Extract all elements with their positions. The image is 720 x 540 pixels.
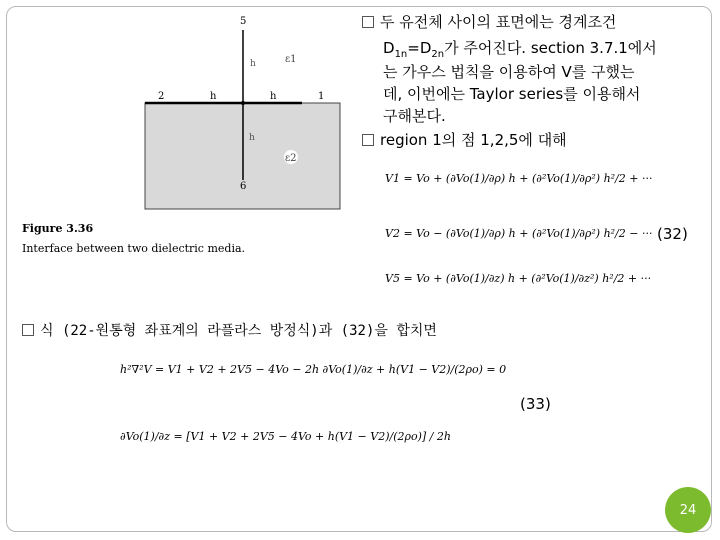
epsilon-1: ε1	[285, 54, 297, 65]
bullet-1-line-2-text: 가 주어진다. section 3.7.1에서	[444, 39, 657, 57]
equation-label-32: (32)	[657, 225, 688, 243]
bullet-3-text: 식 (22-원통형 좌표계의 라플라스 방정식)과 (32)을 합치면	[40, 323, 437, 339]
label-h-top: h	[250, 59, 256, 69]
label-h-right: h	[270, 91, 277, 102]
d-sub-1n: 1n	[394, 49, 408, 60]
bullet-1-line-5: 구해본다.	[383, 107, 446, 125]
epsilon-2: ε2	[285, 153, 297, 164]
bullet-1-line-3: 는 가우스 법칙을 이용하여 V를 구했는	[383, 63, 635, 81]
bullet-1	[362, 12, 616, 32]
page-number-badge	[665, 487, 711, 533]
figure-caption-title: Figure 3.36	[22, 222, 94, 235]
equation-33-laplacian: h²∇²V = V1 + V2 + 2V5 − 4Vo − 2h ∂Vo(1)/∂z + h(V1 − V2)/(2ρo) = 0	[120, 363, 507, 376]
d-sub-2n: 2n	[431, 49, 445, 60]
bullet-2-text: region 1의 점 1,2,5에 대해	[380, 131, 567, 149]
bullet-box-icon	[22, 324, 34, 336]
interface-figure	[0, 0, 360, 300]
center-point	[241, 101, 245, 105]
equation-33-derivative: ∂Vo(1)/∂z = [V1 + V2 + 2V5 − 4Vo + h(V1 − V2)/(2ρo)] / 2h	[120, 430, 451, 443]
equation-v5: V5 = Vo + (∂Vo(1)/∂z) h + (∂²Vo(1)/∂z²) h²/2 + ···	[385, 272, 652, 285]
label-5: 5	[240, 16, 247, 27]
figure-caption-text: Interface between two dielectric media.	[22, 242, 246, 255]
bullet-2	[362, 130, 567, 150]
bullet-box-icon	[362, 134, 374, 146]
bullet-1-line-2	[383, 38, 657, 65]
bullet-1-line-4: 데, 이번에는 Taylor series를 이용해서	[383, 85, 641, 103]
bullet-3	[22, 320, 437, 341]
equation-label-33: (33)	[520, 395, 551, 413]
bullet-1-line-1: 두 유전체 사이의 표면에는 경계조건	[380, 13, 617, 31]
label-h-bottom: h	[249, 133, 255, 143]
d-symbol: D	[383, 39, 395, 57]
equals-d: =D	[407, 39, 432, 57]
equation-v2: V2 = Vo − (∂Vo(1)/∂ρ) h + (∂²Vo(1)/∂ρ²) h²/2 − ···	[385, 227, 653, 240]
label-1: 1	[318, 91, 325, 102]
label-6: 6	[240, 181, 247, 192]
page-number: 24	[679, 502, 697, 518]
label-2: 2	[158, 91, 165, 102]
label-h-left: h	[210, 91, 217, 102]
bullet-box-icon	[362, 16, 374, 28]
equation-v1: V1 = Vo + (∂Vo(1)/∂ρ) h + (∂²Vo(1)/∂ρ²) h²/2 + ···	[385, 172, 653, 185]
